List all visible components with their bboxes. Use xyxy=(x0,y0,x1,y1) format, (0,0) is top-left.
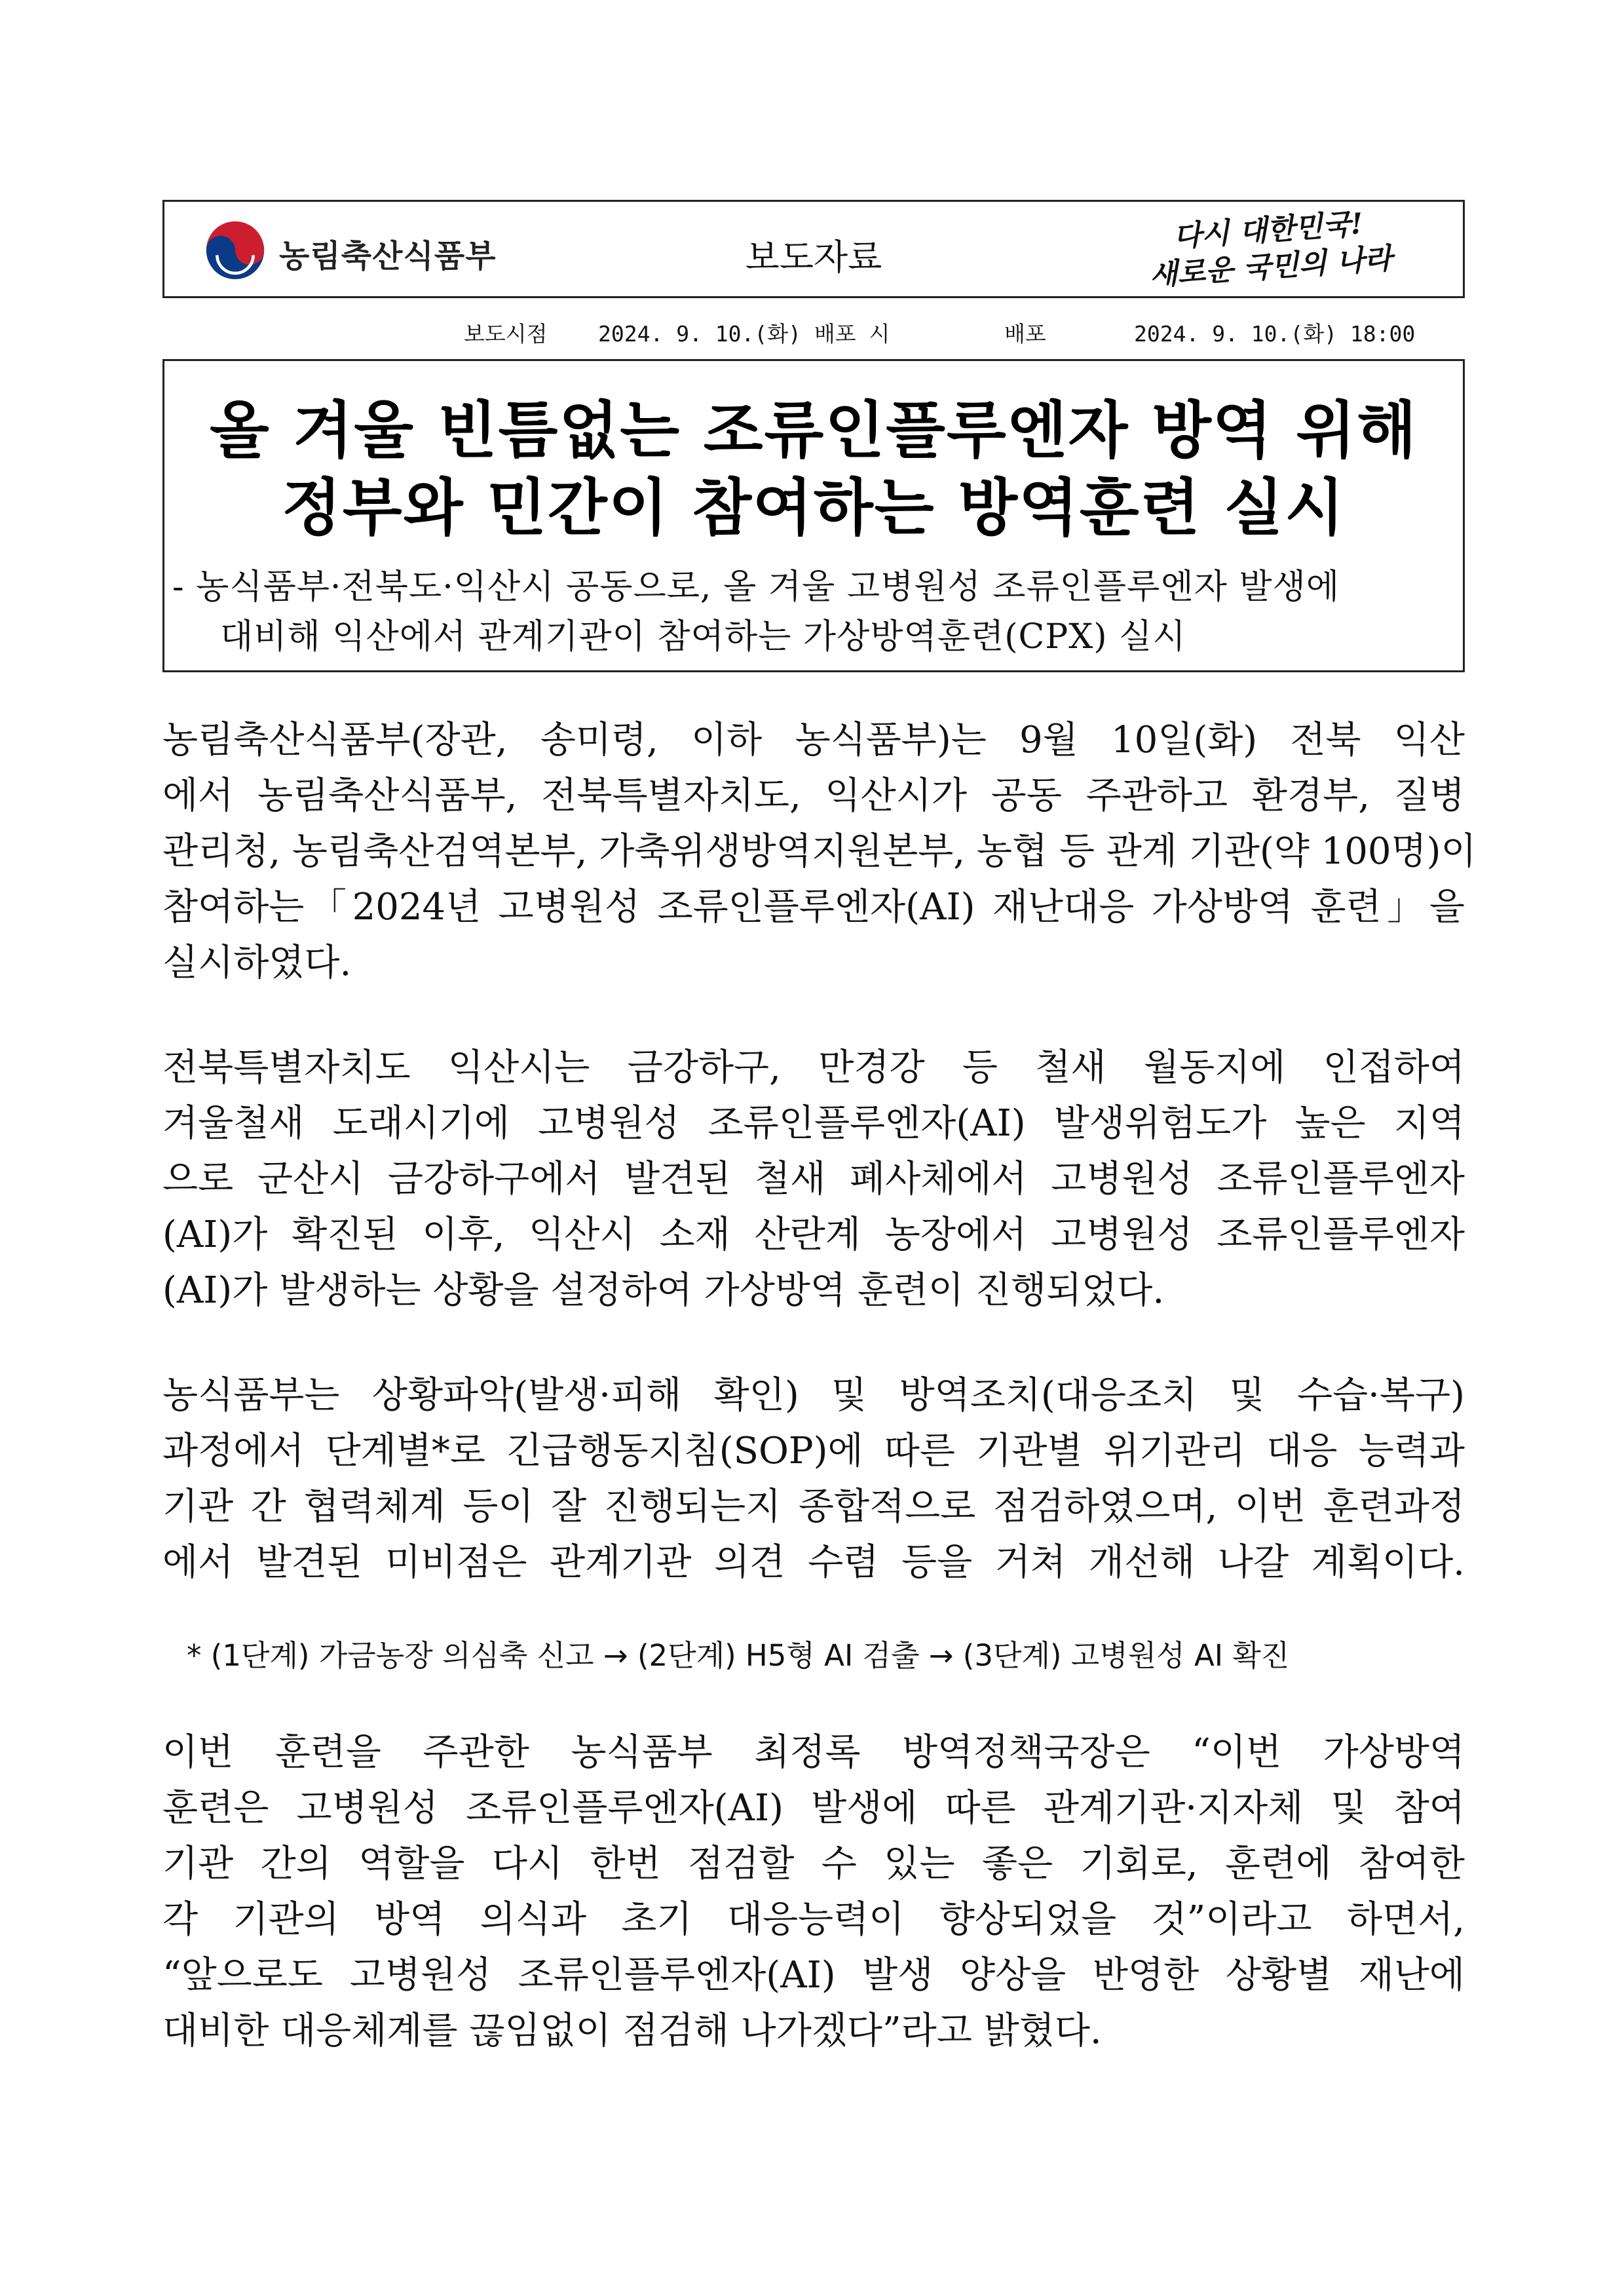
subheadline-line-2: 대비해 익산에서 관계기관이 참여하는 가상방역훈련(CPX) 실시 xyxy=(220,617,1186,657)
slogan-line-1: 다시 대한민국! xyxy=(1172,207,1365,254)
paragraph-1-line: 관리청, 농림축산검역본부, 가축위생방역지원본부, 농협 등 관계 기관(약 100명)이 xyxy=(162,830,1477,873)
paragraph-2-line: 전북특별자치도 익산시는 금강하구, 만경강 등 철새 월동지에 인접하여 xyxy=(162,1046,1465,1089)
paragraph-3-line: 과정에서 단계별*로 긴급행동지침(SOP)에 따른 기관별 위기관리 대응 능력과 xyxy=(162,1430,1465,1472)
press-time-value: 2024. 9. 10.(화) 배포 시 xyxy=(598,321,890,347)
document-type: 보도자료 xyxy=(745,237,882,278)
paragraph-3-line: 농식품부는 상황파악(발생·피해 확인) 및 방역조치(대응조치 및 수습·복구) xyxy=(162,1374,1465,1417)
distribution-label: 배포 xyxy=(1004,321,1046,347)
slogan-line-2: 새로운 국민의 나라 xyxy=(1148,242,1393,292)
slogan xyxy=(1114,202,1426,297)
paragraph-1-line: 실시하였다. xyxy=(162,942,352,984)
paragraph-1-line: 참여하는「2024년 고병원성 조류인플루엔자(AI) 재난대응 가상방역 훈련」을 xyxy=(162,886,1465,928)
paragraph-3-line: 기관 간 협력체계 등이 잘 진행되는지 종합적으로 점검하였으며, 이번 훈련과정 xyxy=(162,1485,1465,1528)
ministry-logo-text: 농림축산식품부 xyxy=(279,238,497,275)
footnote: * (1단계) 가금농장 의심축 신고 → (2단계) H5형 AI 검출 → (3단계) 고병원성 AI 확진 xyxy=(187,1638,1290,1673)
press-time-label: 보도시점 xyxy=(464,321,548,347)
paragraph-2-line: (AI)가 확진된 이후, 익산시 소재 산란계 농장에서 고병원성 조류인플루엔자 xyxy=(162,1214,1465,1256)
paragraph-4-line: 각 기관의 방역 의식과 초기 대응능력이 향상되었을 것”이라고 하면서, xyxy=(162,1898,1465,1941)
paragraph-1-line: 에서 농림축산식품부, 전북특별자치도, 익산시가 공동 주관하고 환경부, 질병 xyxy=(162,775,1465,817)
headline-line-1: 올 겨울 빈틈없는 조류인플루엔자 방역 위해 xyxy=(209,395,1418,467)
paragraph-4-line: 대비한 대응체계를 끊임없이 점검해 나가겠다”라고 밝혔다. xyxy=(162,2010,1102,2052)
paragraph-1-line: 농림축산식품부(장관, 송미령, 이하 농식품부)는 9월 10일(화) 전북 익산 xyxy=(162,719,1465,761)
paragraph-3-line: 에서 발견된 미비점은 관계기관 의견 수렴 등을 거쳐 개선해 나갈 계획이다. xyxy=(162,1541,1465,1584)
paragraph-4-line: 훈련은 고병원성 조류인플루엔자(AI) 발생에 따른 관계기관·지자체 및 참여 xyxy=(162,1787,1465,1829)
paragraph-4-line: 이번 훈련을 주관한 농식품부 최정록 방역정책국장은 “이번 가상방역 xyxy=(162,1731,1465,1774)
headline-line-2: 정부와 민간이 참여하는 방역훈련 실시 xyxy=(282,472,1346,544)
paragraph-4-line: “앞으로도 고병원성 조류인플루엔자(AI) 발생 양상을 반영한 상황별 재난에 xyxy=(162,1954,1465,1997)
paragraph-4-line: 기관 간의 역할을 다시 한번 점검할 수 있는 좋은 기회로, 훈련에 참여한 xyxy=(162,1843,1465,1885)
paragraph-2-line: 겨울철새 도래시기에 고병원성 조류인플루엔자(AI) 발생위험도가 높은 지역 xyxy=(162,1102,1465,1145)
header-box xyxy=(162,200,1465,298)
title-box xyxy=(162,359,1465,672)
subheadline-line-1: - 농식품부·전북도·익산시 공동으로, 올 겨울 고병원성 조류인플루엔자 발생에 xyxy=(172,567,1340,607)
paragraph-2-line: (AI)가 발생하는 상황을 설정하여 가상방역 훈련이 진행되었다. xyxy=(162,1269,1165,1312)
distribution-time-value: 2024. 9. 10.(화) 18:00 xyxy=(1134,321,1416,347)
paragraph-2-line: 으로 군산시 금강하구에서 발견된 철새 폐사체에서 고병원성 조류인플루엔자 xyxy=(162,1158,1465,1200)
